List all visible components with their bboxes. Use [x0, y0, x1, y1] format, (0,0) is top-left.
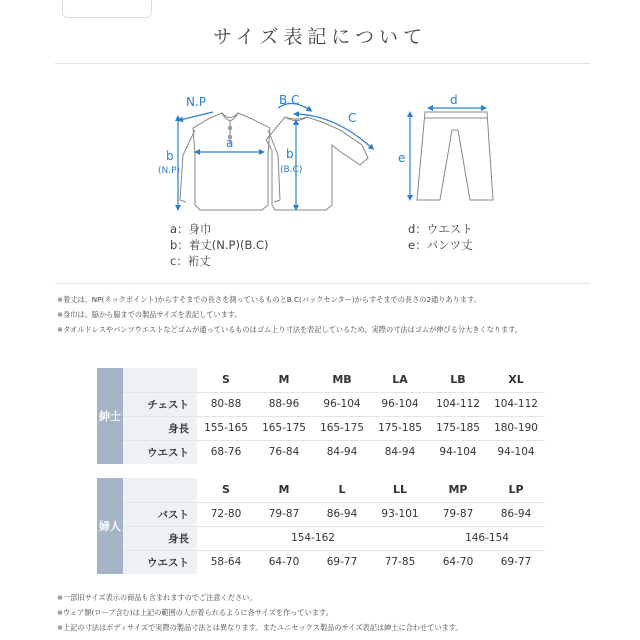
label-bc: B.C: [279, 93, 300, 107]
table-cell: 155-165: [197, 416, 255, 440]
page-title: サイズ表記について: [212, 26, 428, 48]
table-row: [97, 416, 545, 440]
legend-item: d：ウエスト: [408, 222, 473, 236]
label-np: N.P: [186, 95, 207, 109]
table-cell: 175-185: [371, 416, 429, 440]
women-side-label: 婦人: [97, 478, 123, 574]
label-e: e: [398, 151, 406, 165]
table-cell: 104-112: [487, 392, 545, 416]
label-c: C: [348, 111, 357, 125]
table-cell: 64-70: [429, 550, 487, 574]
table-cell: 94-104: [487, 440, 545, 464]
table-cell: 146-154: [429, 526, 545, 550]
size-header: LL: [392, 483, 408, 497]
label-b-right-sub: (B.C): [280, 165, 303, 175]
table-row: [97, 392, 545, 416]
table-cell: 77-85: [371, 550, 429, 574]
shirt-back-icon: [266, 117, 368, 210]
size-header: XL: [508, 373, 524, 387]
size-header: L: [338, 483, 346, 497]
size-header: LA: [392, 373, 408, 387]
note-line: ※一部旧サイズ表示の商品も含まれますのでご注意ください。: [57, 593, 257, 602]
table-row: [97, 502, 545, 526]
legend-item: c：裄丈: [170, 254, 211, 268]
note-line: ※ウェア類(ローブ含む)は上記の範囲の人が着られるように各サイズを作っています。: [57, 608, 333, 617]
table-cell: 72-80: [197, 502, 255, 526]
notes-bottom: [57, 590, 463, 635]
legend-pants: [408, 221, 473, 253]
pants-icon: [417, 112, 493, 200]
size-header: MP: [448, 483, 468, 497]
size-header: M: [278, 483, 290, 497]
table-row: [97, 526, 545, 550]
label-b-left: b: [166, 149, 174, 163]
size-header: S: [222, 483, 230, 497]
table-cell: 94-104: [429, 440, 487, 464]
table-cell: 86-94: [487, 502, 545, 526]
note-line: ※着丈は、NP(ネックポイント)からすそまでの長さを測っているものとB.C(バックセンター)からすそまでの長さの2通りあります。: [57, 295, 481, 304]
label-b-left-sub: (N.P): [158, 166, 181, 176]
divider-middle: [55, 283, 590, 284]
label-a: a: [226, 136, 234, 150]
table-cell: 96-104: [313, 392, 371, 416]
row-label: チェスト: [123, 392, 197, 416]
table-cell: 79-87: [429, 502, 487, 526]
table-cell: 154-162: [197, 526, 429, 550]
women-size-table: [97, 478, 545, 574]
table-cell: 93-101: [371, 502, 429, 526]
men-side-label: 紳士: [97, 368, 123, 464]
legend-shirt: [170, 221, 269, 269]
table-row: [97, 550, 545, 574]
table-cell: 76-84: [255, 440, 313, 464]
table-cell: 84-94: [313, 440, 371, 464]
row-label: 身長: [123, 526, 197, 550]
size-header: MB: [332, 373, 352, 387]
row-label: 身長: [123, 416, 197, 440]
notes-top: [57, 292, 522, 337]
row-label: ウエスト: [123, 440, 197, 464]
note-line: ※身巾は、脇から脇までの製品サイズを表記しています。: [57, 310, 242, 319]
measurement-diagram: [0, 0, 640, 290]
table-cell: 165-175: [313, 416, 371, 440]
table-cell: 68-76: [197, 440, 255, 464]
legend-item: a：身巾: [170, 222, 212, 236]
table-cell: 64-70: [255, 550, 313, 574]
legend-item: b：着丈(N.P)(B.C): [170, 238, 269, 252]
table-cell: 175-185: [429, 416, 487, 440]
table-cell: 84-94: [371, 440, 429, 464]
row-label: バスト: [123, 502, 197, 526]
table-cell: 69-77: [487, 550, 545, 574]
table-cell: 58-64: [197, 550, 255, 574]
note-line: ※上記の寸法はボディサイズで実際の製品寸法とは異なります。またユニセックス製品のサイズ表記は紳士に合わせています。: [57, 623, 463, 632]
table-cell: 88-96: [255, 392, 313, 416]
label-b-right: b: [286, 147, 294, 161]
size-header: M: [278, 373, 290, 387]
size-header: LB: [450, 373, 466, 387]
men-size-table: [97, 368, 545, 464]
table-cell: 96-104: [371, 392, 429, 416]
table-row: [97, 440, 545, 464]
table-cell: 80-88: [197, 392, 255, 416]
table-cell: 79-87: [255, 502, 313, 526]
row-label: ウエスト: [123, 550, 197, 574]
shirt-front-icon: [180, 113, 280, 210]
legend-item: e：パンツ丈: [408, 238, 473, 252]
table-cell: 104-112: [429, 392, 487, 416]
table-cell: 165-175: [255, 416, 313, 440]
label-d: d: [450, 93, 458, 107]
table-cell: 180-190: [487, 416, 545, 440]
note-line: ※タオルドレスやパンツウエストなどゴムが通っているものはゴム上り寸法を表記しているため、実際の寸法はゴムが伸びる分大きくなります。: [57, 325, 522, 334]
size-header: LP: [508, 483, 524, 497]
size-header: S: [222, 373, 230, 387]
table-cell: 69-77: [313, 550, 371, 574]
table-cell: 86-94: [313, 502, 371, 526]
